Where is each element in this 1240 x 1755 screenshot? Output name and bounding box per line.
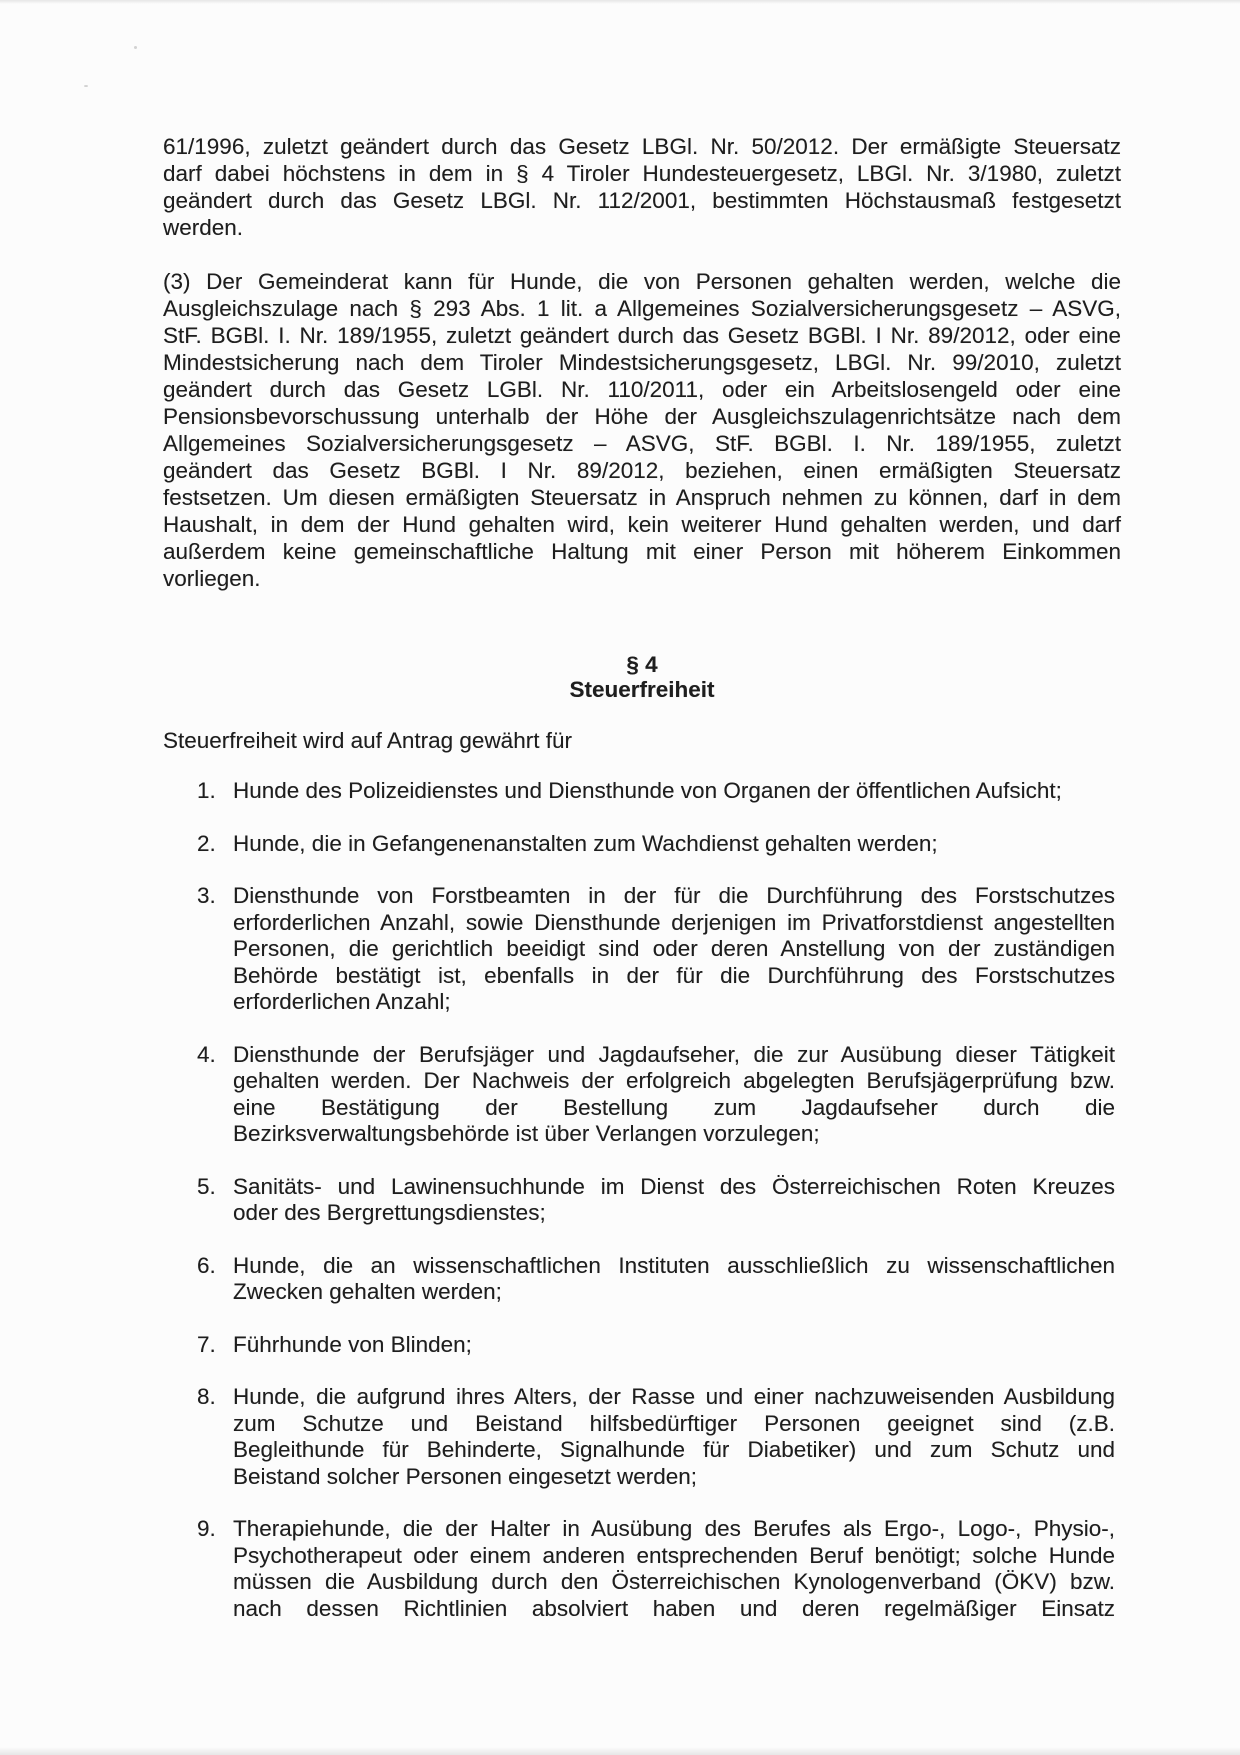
list-item-number: 8. bbox=[197, 1384, 216, 1409]
text-line: Hunde, die an wissenschaftlichen Instituten ausschließlich zu wissenschaftlichen bbox=[233, 1252, 1115, 1278]
list-item-text bbox=[233, 778, 1115, 805]
text-line: Psychotherapeut oder einem anderen entsprechenden Beruf benötigt; solche Hunde bbox=[233, 1542, 1115, 1568]
section-title: Steuerfreiheit bbox=[569, 677, 715, 702]
text-line: Beistand solcher Personen eingesetzt werden; bbox=[233, 1463, 698, 1489]
list-item-number: 1. bbox=[197, 778, 216, 803]
text-line: Hunde, die aufgrund ihres Alters, der Rasse und einer nachzuweisenden Ausbildung bbox=[233, 1384, 1115, 1409]
list-item-number: 7. bbox=[197, 1331, 216, 1357]
text-line: werden. bbox=[163, 215, 244, 240]
list-item bbox=[163, 1253, 1121, 1306]
text-line: geändert durch das Gesetz LGBl. Nr. 110/2011, oder ein Arbeitslosengeld oder eine bbox=[163, 377, 1121, 402]
text-line: Hunde des Polizeidienstes und Diensthunde von Organen der öffentlichen Aufsicht; bbox=[233, 778, 1062, 803]
paragraph bbox=[163, 268, 1121, 592]
text-line: (3) Der Gemeinderat kann für Hunde, die von Personen gehalten werden, welche die bbox=[163, 269, 1121, 294]
text-line: 61/1996, zuletzt geändert durch das Gesetz LBGl. Nr. 50/2012. Der ermäßigte Steuersatz bbox=[163, 134, 1121, 159]
text-line: gehalten werden. Der Nachweis der erfolgreich abgelegten Berufsjägerprüfung bzw. bbox=[233, 1068, 1115, 1093]
list-item-number: 5. bbox=[197, 1173, 216, 1199]
scan-speck bbox=[84, 85, 88, 87]
list-item-number: 2. bbox=[197, 830, 216, 856]
list-item-number: 3. bbox=[197, 883, 216, 908]
list-item bbox=[163, 883, 1121, 1016]
scan-edge-bottom bbox=[0, 1747, 1240, 1755]
list-item bbox=[163, 1332, 1121, 1359]
section-heading bbox=[163, 652, 1121, 702]
text-line: eine Bestätigung der Bestellung zum Jagdaufseher durch die bbox=[233, 1094, 1115, 1120]
list-item bbox=[163, 1042, 1121, 1148]
list-item-number: 9. bbox=[197, 1516, 216, 1541]
text-line: festsetzen. Um diesen ermäßigten Steuersatz in Anspruch nehmen zu können, darf in dem bbox=[163, 485, 1121, 510]
list-item bbox=[163, 778, 1121, 805]
list-item-text bbox=[233, 1253, 1115, 1306]
list-item-number: 6. bbox=[197, 1252, 216, 1278]
text-line: Diensthunde von Forstbeamten in der für die Durchführung des Forstschutzes bbox=[233, 883, 1115, 908]
exemption-list bbox=[163, 778, 1121, 1622]
text-line: außerdem keine gemeinschaftliche Haltung mit einer Person mit höherem Einkommen bbox=[163, 539, 1121, 564]
text-line: Sanitäts- und Lawinensuchhunde im Dienst des Österreichischen Roten Kreuzes bbox=[233, 1173, 1115, 1199]
scan-edge-top bbox=[0, 0, 1240, 4]
text-line: oder des Bergrettungsdienstes; bbox=[233, 1200, 546, 1225]
paragraph bbox=[163, 133, 1121, 241]
body-paragraphs bbox=[163, 133, 1121, 592]
list-item bbox=[163, 1384, 1121, 1490]
scan-speck bbox=[134, 46, 137, 49]
list-item-text bbox=[233, 1332, 1115, 1359]
list-item-text bbox=[233, 831, 1115, 858]
text-line: erforderlichen Anzahl, sowie Diensthunde derjenigen im Privatforstdienst angestellten bbox=[233, 909, 1115, 935]
list-item-text bbox=[233, 1516, 1115, 1622]
text-line: Begleithunde für Behinderte, Signalhunde für Diabetiker) und zum Schutz und bbox=[233, 1437, 1115, 1462]
text-line: Mindestsicherung nach dem Tiroler Mindestsicherungsgesetz, LBGl. Nr. 99/2010, zuletzt bbox=[163, 350, 1121, 375]
list-item-text bbox=[233, 1042, 1115, 1148]
text-line: Pensionsbevorschussung unterhalb der Höhe der Ausgleichszulagenrichtsätze nach dem bbox=[163, 404, 1121, 429]
list-item-number: 4. bbox=[197, 1041, 216, 1067]
list-item bbox=[163, 1516, 1121, 1622]
text-line: Hunde, die in Gefangenenanstalten zum Wachdienst gehalten werden; bbox=[233, 830, 938, 856]
list-item-text bbox=[233, 1384, 1115, 1490]
text-line: StF. BGBl. I. Nr. 189/1955, zuletzt geändert durch das Gesetz BGBl. I Nr. 89/2012, oder eine bbox=[163, 323, 1121, 348]
text-line: müssen die Ausbildung durch den Österreichischen Kynologenverband (ÖKV) bzw. bbox=[233, 1569, 1115, 1594]
section-number: § 4 bbox=[626, 652, 658, 677]
list-item-text bbox=[233, 1174, 1115, 1227]
text-line: Therapiehunde, die der Halter in Ausübung des Berufes als Ergo-, Logo-, Physio-, bbox=[233, 1516, 1115, 1541]
text-line: Haushalt, in dem der Hund gehalten wird, kein weiterer Hund gehalten werden, und darf bbox=[163, 512, 1121, 537]
text-column bbox=[163, 133, 1121, 1622]
text-line: Zwecken gehalten werden; bbox=[233, 1279, 502, 1304]
text-line: Diensthunde der Berufsjäger und Jagdaufseher, die zur Ausübung dieser Tätigkeit bbox=[233, 1041, 1115, 1067]
section-intro: Steuerfreiheit wird auf Antrag gewährt für bbox=[163, 728, 572, 753]
text-line: geändert das Gesetz BGBl. I Nr. 89/2012, beziehen, einen ermäßigten Steuersatz bbox=[163, 458, 1121, 483]
text-line: vorliegen. bbox=[163, 566, 261, 591]
text-line: Führhunde von Blinden; bbox=[233, 1331, 472, 1357]
text-line: zum Schutze und Beistand hilfsbedürftiger Personen geeignet sind (z.B. bbox=[233, 1410, 1115, 1436]
text-line: darf dabei höchstens in dem in § 4 Tiroler Hundesteuergesetz, LBGl. Nr. 3/1980, zuletzt bbox=[163, 161, 1121, 186]
text-line: Personen, die gerichtlich beeidigt sind oder deren Anstellung von der zuständigen bbox=[233, 936, 1115, 961]
list-item bbox=[163, 831, 1121, 858]
text-line: Ausgleichszulage nach § 293 Abs. 1 lit. a Allgemeines Sozialversicherungsgesetz – ASVG, bbox=[163, 296, 1121, 321]
text-line: erforderlichen Anzahl; bbox=[233, 989, 451, 1014]
text-line: geändert durch das Gesetz LBGl. Nr. 112/2001, bestimmten Höchstausmaß festgesetzt bbox=[163, 188, 1121, 213]
text-line: Allgemeines Sozialversicherungsgesetz – ASVG, StF. BGBl. I. Nr. 189/1955, zuletzt bbox=[163, 431, 1121, 456]
list-item-text bbox=[233, 883, 1115, 1016]
text-line: nach dessen Richtlinien absolviert haben und deren regelmäßiger Einsatz bbox=[233, 1595, 1115, 1621]
text-line: Bezirksverwaltungsbehörde ist über Verlangen vorzulegen; bbox=[233, 1121, 820, 1146]
list-item bbox=[163, 1174, 1121, 1227]
text-line: Behörde bestätigt ist, ebenfalls in der für die Durchführung des Forstschutzes bbox=[233, 962, 1115, 988]
